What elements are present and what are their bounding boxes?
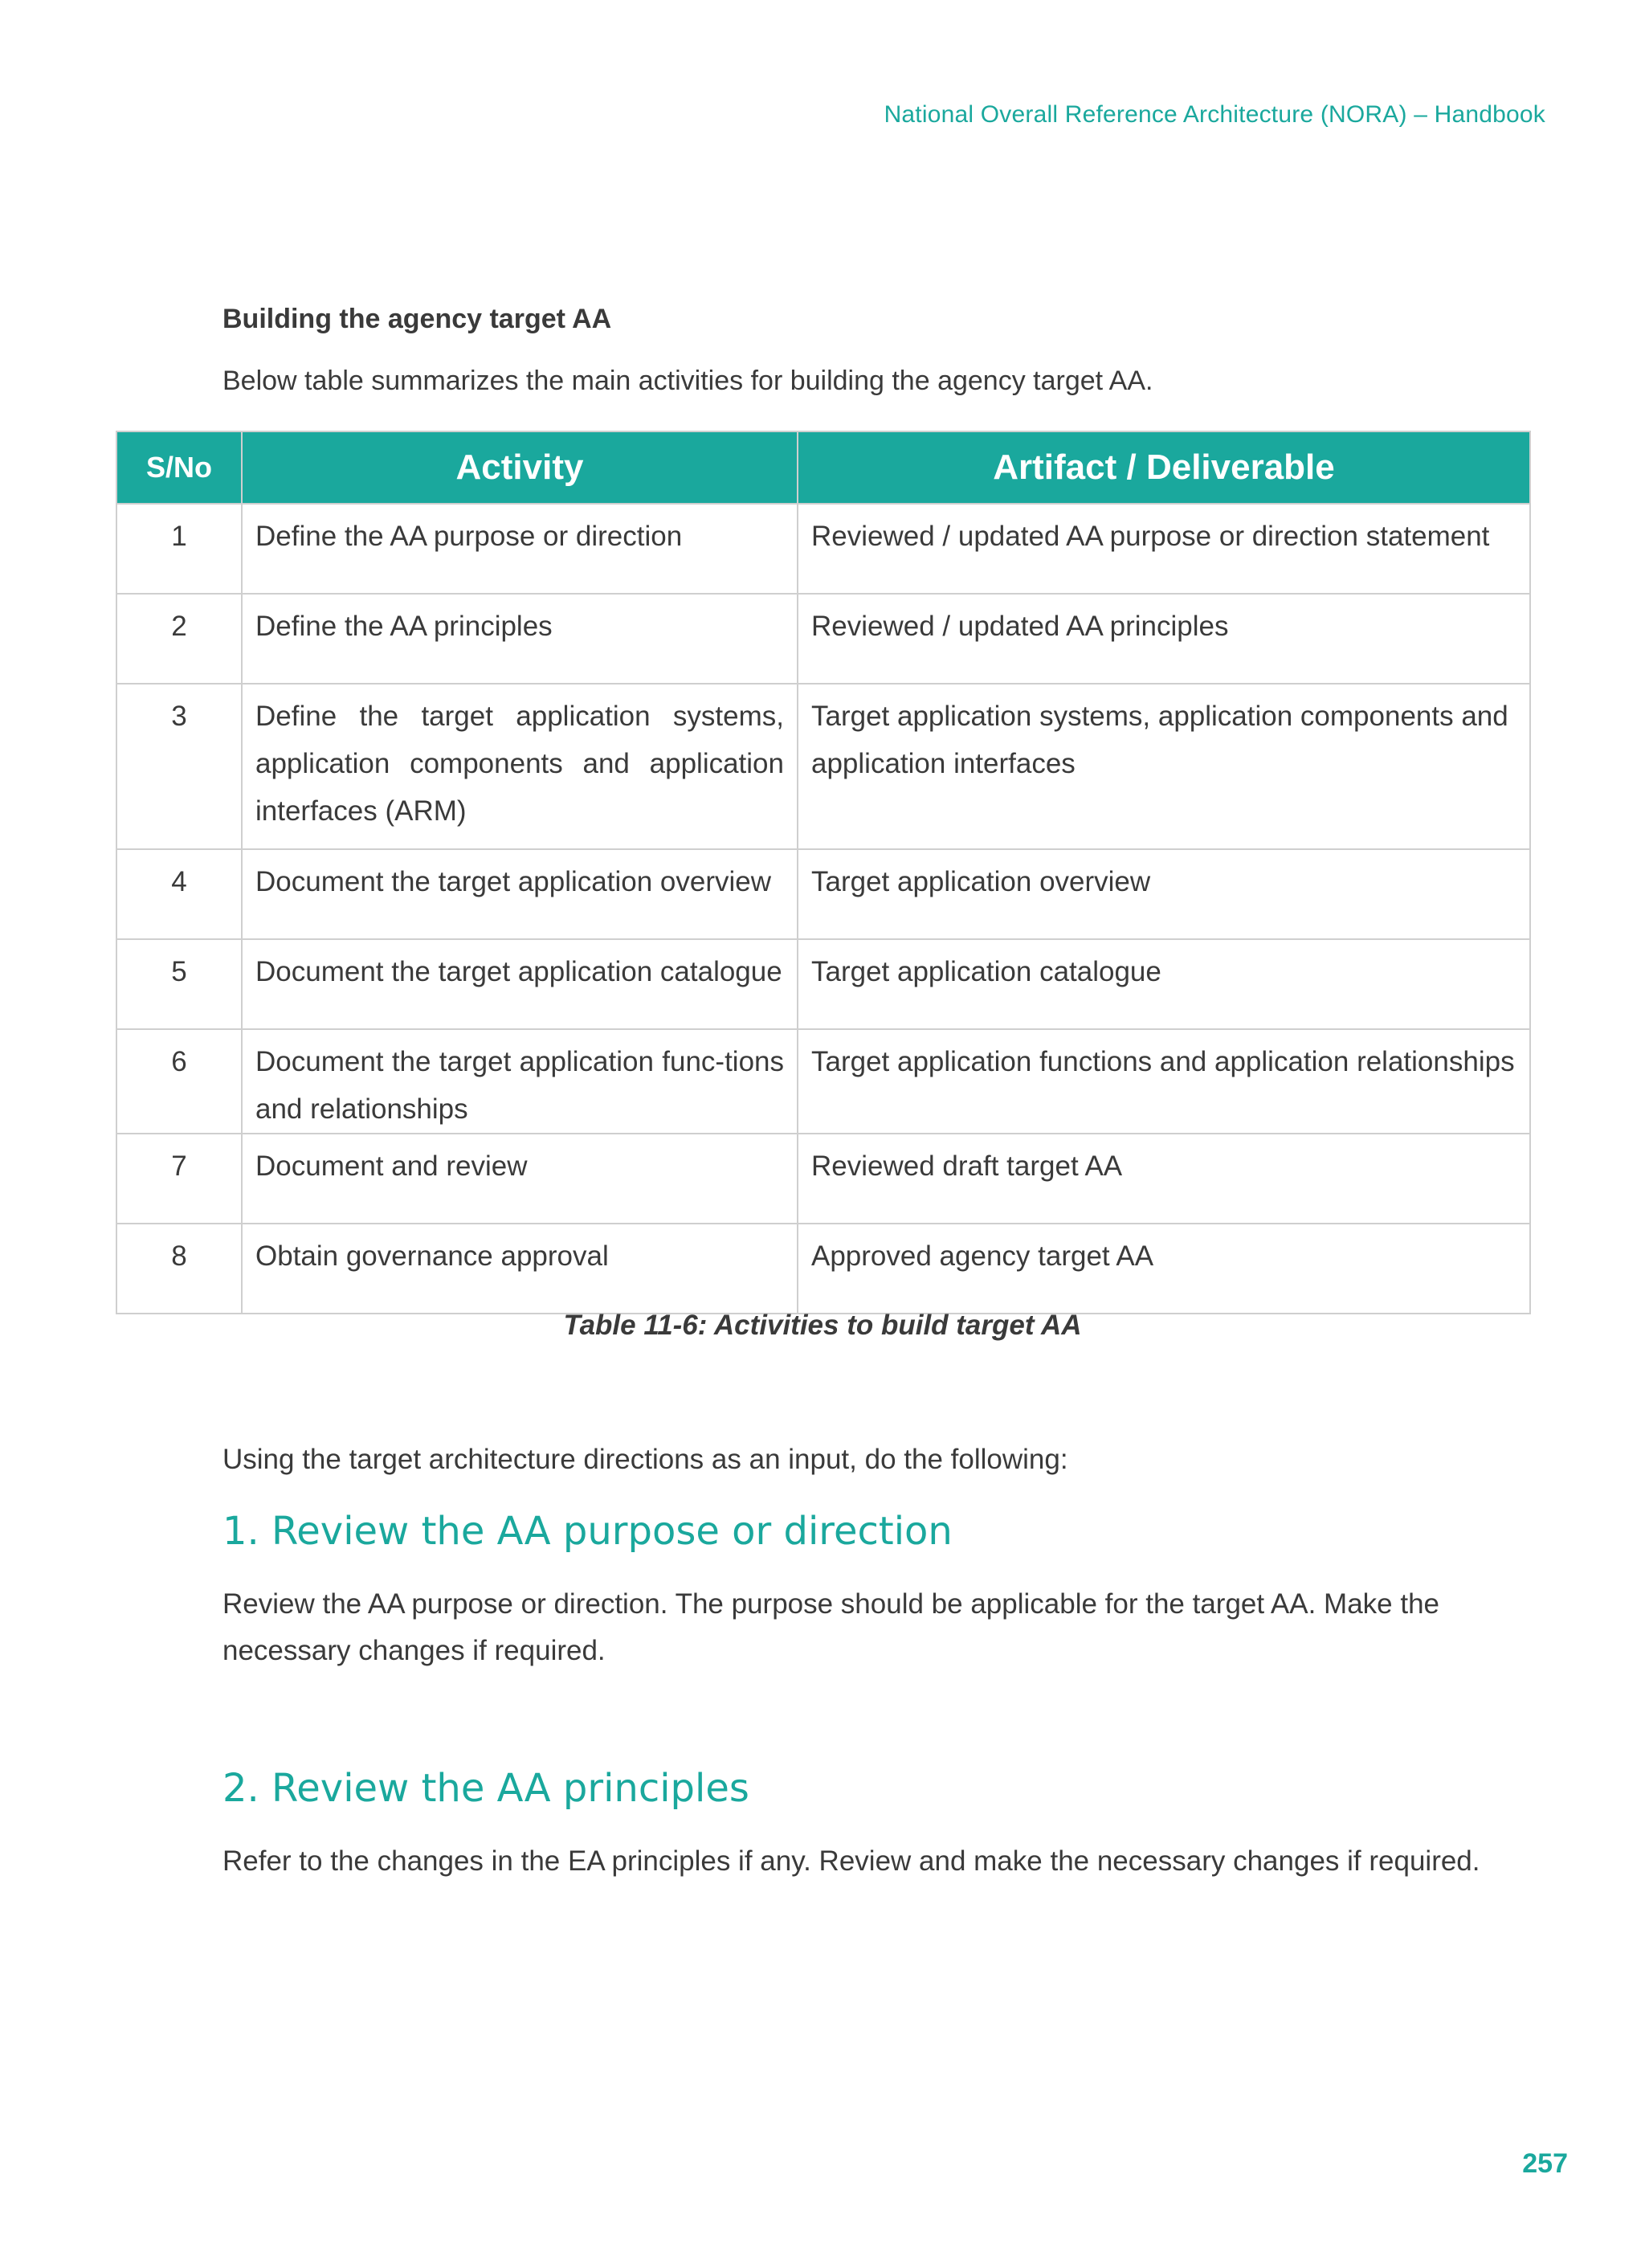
table-row — [116, 594, 1530, 684]
cell-activity: Define the target application systems, application components and application interfaces (ARM) — [242, 684, 798, 849]
cell-artifact: Target application catalogue — [798, 939, 1530, 1029]
cell-sno: 2 — [116, 594, 242, 684]
activities-table — [116, 431, 1531, 1314]
cell-artifact: Approved agency target AA — [798, 1224, 1530, 1314]
cell-artifact: Target application functions and application relationships — [798, 1029, 1530, 1134]
cell-sno: 6 — [116, 1029, 242, 1134]
table-caption: Table 11-6: Activities to build target AA — [563, 1310, 1082, 1341]
step1-heading: 1. Review the AA purpose or direction — [222, 1509, 953, 1554]
running-header: National Overall Reference Architecture (NORA) – Handbook — [884, 101, 1545, 128]
sub-heading: Building the agency target AA — [222, 304, 612, 334]
column-header-artifact: Artifact / Deliverable — [798, 431, 1530, 504]
table-row — [116, 849, 1530, 939]
cell-sno: 7 — [116, 1134, 242, 1224]
table-row — [116, 1029, 1530, 1134]
step2-paragraph: Refer to the changes in the EA principles if any. Review and make the necessary changes if required. — [222, 1845, 1480, 1877]
table-row — [116, 684, 1530, 849]
cell-artifact: Reviewed draft target AA — [798, 1134, 1530, 1224]
table-row — [116, 504, 1530, 594]
cell-activity: Obtain governance approval — [242, 1224, 798, 1314]
cell-artifact: Reviewed / updated AA purpose or direction statement — [798, 504, 1530, 594]
intro-paragraph: Below table summarizes the main activities for building the agency target AA. — [222, 366, 1153, 396]
cell-activity: Document the target application catalogue — [242, 939, 798, 1029]
cell-sno: 8 — [116, 1224, 242, 1314]
cell-artifact: Target application overview — [798, 849, 1530, 939]
table-row — [116, 939, 1530, 1029]
table-header-row — [116, 431, 1530, 504]
cell-activity: Document the target application overview — [242, 849, 798, 939]
cell-activity: Define the AA principles — [242, 594, 798, 684]
cell-sno: 3 — [116, 684, 242, 849]
cell-sno: 4 — [116, 849, 242, 939]
cell-artifact: Target application systems, application components and application interfaces — [798, 684, 1530, 849]
cell-activity: Define the AA purpose or direction — [242, 504, 798, 594]
column-header-activity: Activity — [242, 431, 798, 504]
cell-activity: Document the target application func-tions and relationships — [242, 1029, 798, 1134]
cell-artifact: Reviewed / updated AA principles — [798, 594, 1530, 684]
column-header-sno: S/No — [116, 431, 242, 504]
section-intro — [222, 304, 1540, 399]
step2-heading: 2. Review the AA principles — [222, 1766, 749, 1811]
lead-in-paragraph: Using the target architecture directions as an input, do the following: — [222, 1444, 1068, 1475]
step1-paragraph: Review the AA purpose or direction. The purpose should be applicable for the target AA. Make the necessary changes if required. — [222, 1588, 1440, 1666]
table-row — [116, 1134, 1530, 1224]
cell-activity: Document and review — [242, 1134, 798, 1224]
cell-sno: 5 — [116, 939, 242, 1029]
table-row — [116, 1224, 1530, 1314]
cell-sno: 1 — [116, 504, 242, 594]
page-number: 257 — [1522, 2148, 1568, 2179]
